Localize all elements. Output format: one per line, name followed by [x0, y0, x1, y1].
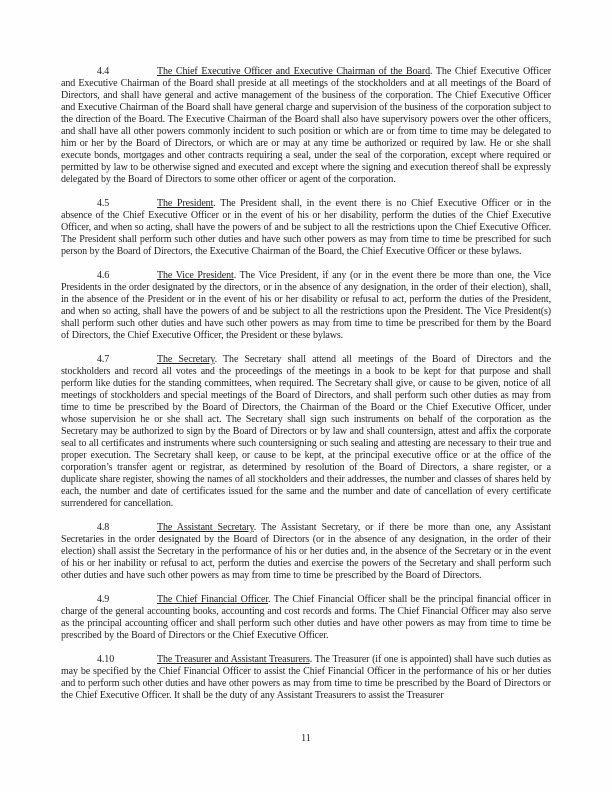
section-heading: The Chief Financial Officer	[157, 594, 269, 605]
section-heading: The Assistant Secretary	[157, 522, 254, 533]
section-paragraph-4-5	[61, 198, 551, 258]
section-paragraph-4-7	[61, 354, 551, 510]
heading-separator: .	[253, 522, 261, 533]
section-number: 4.8	[97, 522, 110, 533]
heading-separator: .	[268, 594, 274, 605]
page-number: 11	[301, 733, 311, 744]
section-paragraph-4-8	[61, 522, 551, 582]
section-paragraph-4-10	[61, 654, 551, 702]
section-body-text: The Secretary shall attend all meetings of the Board of Directors and the stockholders and record all votes and the proceedings of the meetings in a book to be kept for that purpose and shall perform like duties for the standing committees, when required. The Secretary shall give, or cause to be given, notice of all meetings of stockholders and special meetings of the Board of Directors, and shall perform such other duties as may from time to time be prescribed by the Board of Directors, the Chairman of the Board or the Chief Executive Officer, under whose supervision he or she shall act. The Secretary shall sign such instruments on behalf of the corporation as the Secretary may be authorized to sign by the Board of Directors or by law and shall countersign, attest and affix the corporate seal to all certificates and instruments where such countersigning or such sealing and attesting are necessary to their true and proper execution. The Secretary shall keep, or cause to be kept, at the principal executive office or at the office of the corporation’s transfer agent or registrar, as determined by resolution of the Board of Directors, a share register, or a duplicate share register, showing the names of all stockholders and their addresses, the number and classes of shares held by each, the number and date of certificates issued for the same and the number and date of cancellation of every certificate surrendered for cancellation.	[61, 354, 551, 509]
section-number: 4.5	[97, 198, 110, 209]
document-body	[61, 66, 551, 714]
section-paragraph-4-4	[61, 66, 551, 186]
section-body-text: The President shall, in the event there is no Chief Executive Officer or in the absence of the Chief Executive Officer or in the event of his or her disability, perform the duties of the Chief Executive Officer, and when so acting, shall have the powers of and be subject to all the restrictions upon the Chief Executive Officer. The President shall perform such other duties and have such other powers as may from time to time be prescribed for such person by the Board of Directors, the Executive Chairman of the Board, the Chief Executive Officer or these bylaws.	[61, 198, 551, 257]
section-heading: The Treasurer and Assistant Treasurers	[157, 654, 310, 665]
heading-separator: .	[233, 270, 240, 281]
heading-separator: .	[430, 66, 436, 77]
section-heading: The President	[157, 198, 214, 209]
section-heading: The Secretary	[157, 354, 215, 365]
section-body-text: The Vice President, if any (or in the event there be more than one, the Vice Presidents in the order designated by the directors, or in the absence of any designation, in the order of their election), shall, in the absence of the President or in the event of his or her disability or refusal to act, perform the duties of the President, and when so acting, shall have the powers of and be subject to all the restrictions upon the President. The Vice President(s) shall perform such other duties and have such other powers as may from time to time be prescribed for them by the Board of Directors, the Chief Executive Officer, the President or these bylaws.	[61, 270, 551, 341]
page-footer	[0, 733, 612, 745]
heading-separator: .	[213, 198, 221, 209]
section-number: 4.10	[97, 654, 115, 665]
section-heading: The Vice President	[157, 270, 234, 281]
section-number: 4.7	[97, 354, 110, 365]
section-body-text: The Treasurer (if one is appointed) shall have such duties as may be specified by the Chief Financial Officer to assist the Chief Financial Officer in the performance of his or her duties and to perform such other duties and have other powers as may from time to time be prescribed by the Board of Directors or the Chief Executive Officer. It shall be the duty of any Assistant Treasurers to assist the Treasurer	[61, 654, 552, 701]
heading-separator: .	[309, 654, 315, 665]
section-number: 4.6	[97, 270, 110, 281]
heading-separator: .	[214, 354, 224, 365]
section-body-text: The Assistant Secretary, or if there be more than one, any Assistant Secretaries in the order designated by the Board of Directors (or in the absence of any designation, in the order of their election) shall assist the Secretary in the performance of his or her duties and, in the absence of the Secretary or in the event of his or her inability or refusal to act, perform the duties and exercise the powers of the Secretary and shall perform such other duties and have such other powers as may from time to time be prescribed by the Board of Directors.	[61, 522, 551, 581]
section-number: 4.9	[97, 594, 110, 605]
section-number: 4.4	[97, 66, 110, 77]
section-body-text: The Chief Financial Officer shall be the principal financial officer in charge of the general accounting books, accounting and cost records and forms. The Chief Financial Officer may also serve as the principal accounting officer and shall perform such other duties and have other powers as may from time to time be prescribed by the Board of Directors or the Chief Executive Officer.	[61, 594, 552, 641]
section-heading: The Chief Executive Officer and Executive Chairman of the Board	[157, 66, 430, 77]
section-paragraph-4-9	[61, 594, 551, 642]
section-body-text: The Chief Executive Officer and Executive Chairman of the Board shall preside at all meetings of the stockholders and at all meetings of the Board of Directors, and shall have general and active management of the business of the corporation. The Chief Executive Officer and Executive Chairman of the Board shall have general charge and supervision of the business of the corporation subject to the direction of the Board. The Executive Chairman of the Board shall also have supervisory powers over the other officers, and shall have all other powers commonly incident to such position or which are or from time to time may be delegated to him or her by the Board of Directors, or which are or may at any time be authorized or required by law. He or she shall execute bonds, mortgages and other contracts requiring a seal, under the seal of the corporation, except where required or permitted by law to be otherwise signed and executed and except where the signing and execution thereof shall be expressly delegated by the Board of Directors to some other officer or agent of the corporation.	[61, 66, 551, 185]
section-paragraph-4-6	[61, 270, 551, 342]
